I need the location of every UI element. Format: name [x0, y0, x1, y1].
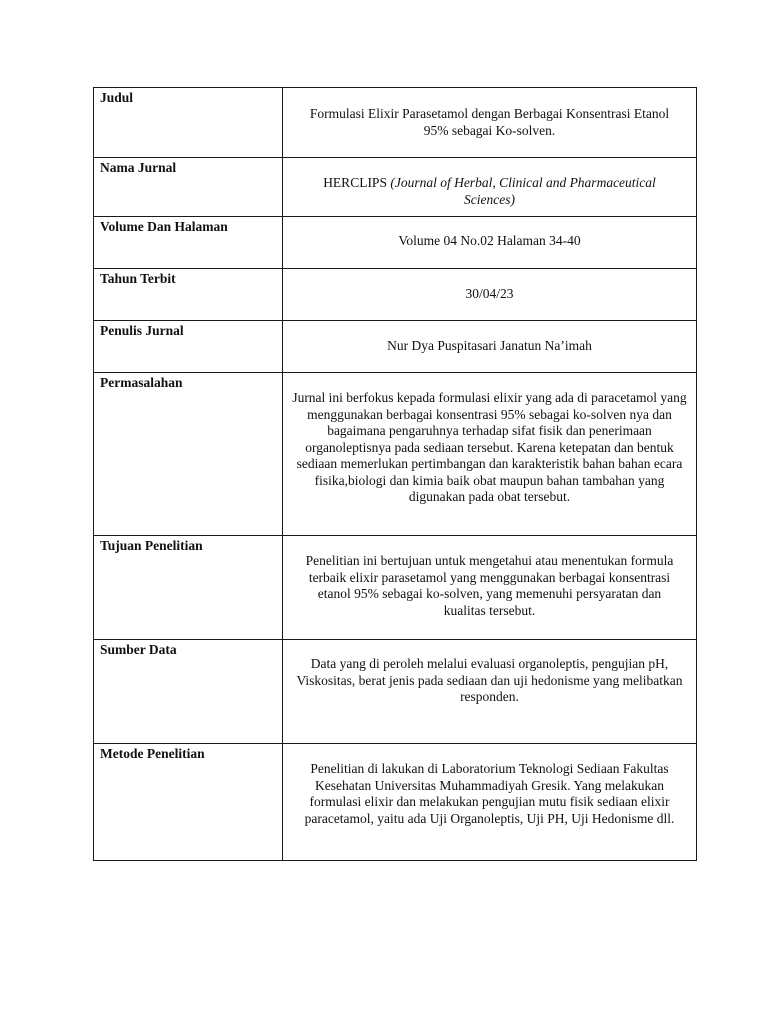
journal-name: HERCLIPS — [323, 175, 391, 190]
penulis-value: Nur Dya Puspitasari Janatun Na’imah — [387, 338, 592, 353]
table-row-penulis — [94, 321, 697, 373]
row-value — [283, 640, 697, 744]
row-label: Tahun Terbit — [94, 269, 283, 321]
nama-jurnal-value — [291, 158, 688, 208]
table-row-metode — [94, 744, 697, 861]
row-label: Tujuan Penelitian — [94, 536, 283, 640]
volume-value: Volume 04 No.02 Halaman 34-40 — [398, 233, 581, 248]
journal-fullname: (Journal of Herbal, Clinical and Pharmaceutical Sciences) — [390, 175, 656, 207]
row-value — [283, 536, 697, 640]
row-label: Judul — [94, 88, 283, 158]
row-label: Penulis Jurnal — [94, 321, 283, 373]
table-row-permasalahan — [94, 373, 697, 536]
row-label: Sumber Data — [94, 640, 283, 744]
table-row-tujuan — [94, 536, 697, 640]
row-value — [283, 269, 697, 321]
row-value — [283, 88, 697, 158]
row-value — [283, 321, 697, 373]
row-label: Volume Dan Halaman — [94, 217, 283, 269]
metode-value: Penelitian di lakukan di Laboratorium Teknologi Sediaan Fakultas Kesehatan Universitas Muhammadiyah Gresik. Yang melakukan formulasi elixir dan melakukan pengujian mutu fisik sediaan elixir paracetamol, yaitu ada Uji Organoleptis, Uji PH, Uji Hedonisme dll. — [304, 761, 675, 826]
table-row-tahun-terbit — [94, 269, 697, 321]
journal-summary-table — [93, 87, 697, 861]
table-row-volume — [94, 217, 697, 269]
tujuan-value: Penelitian ini bertujuan untuk mengetahui atau menentukan formula terbaik elixir parasetamol yang menggunakan berbagai konsentrasi etanol 95% sebagai ko-solven, yang memenuhi persyaratan dan kualitas tersebut. — [305, 553, 674, 618]
row-value — [283, 158, 697, 217]
judul-value: Formulasi Elixir Parasetamol dengan Berbagai Konsentrasi Etanol 95% sebagai Ko-solven. — [309, 106, 670, 138]
sumber-data-value: Data yang di peroleh melalui evaluasi organoleptis, pengujian pH, Viskositas, berat jenis pada sediaan dan uji hedonisme yang melibatkan responden. — [296, 656, 683, 704]
row-label: Permasalahan — [94, 373, 283, 536]
table-row-nama-jurnal — [94, 158, 697, 217]
table-row-judul — [94, 88, 697, 158]
table-row-sumber-data — [94, 640, 697, 744]
permasalahan-value: Jurnal ini berfokus kepada formulasi elixir yang ada di paracetamol yang menggunakan berbagai konsentrasi 95% sebagai ko-solven nya dan bagaimana pengaruhnya terhadap sifat fisik dan penerimaan organoleptisnya pada sediaan tersebut. Karena ketepatan dan bentuk sediaan memerlukan pertimbangan dan karakteristik bahan bahan ecara fisika,biologi dan kimia baik obat maupun bahan tambahan yang digunakan pada obat tersebut. — [292, 390, 687, 504]
row-value — [283, 217, 697, 269]
row-value — [283, 373, 697, 536]
row-label: Metode Penelitian — [94, 744, 283, 861]
row-value — [283, 744, 697, 861]
tahun-terbit-value: 30/04/23 — [465, 286, 514, 301]
row-label: Nama Jurnal — [94, 158, 283, 217]
